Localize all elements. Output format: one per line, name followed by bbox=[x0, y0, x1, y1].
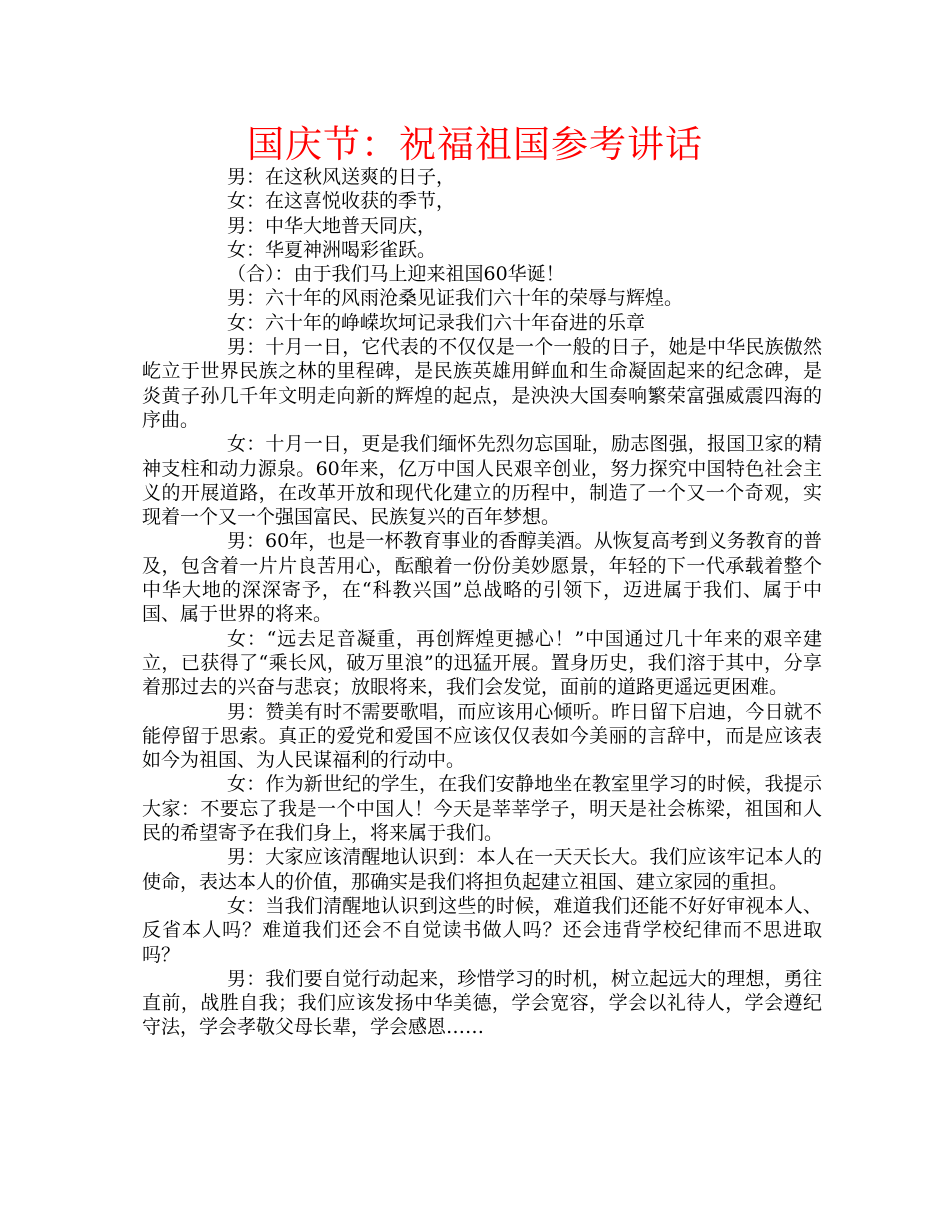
paragraph: 男：我们要自觉行动起来，珍惜学习的时机，树立起远大的理想，勇往直前，战胜自我；我们应该发扬中华美德，学会宽容，学会以礼待人，学会遵纪守法，学会孝敬父母长辈，学会感恩…… bbox=[142, 967, 822, 1039]
paragraph: 女：作为新世纪的学生，在我们安静地坐在教室里学习的时候，我提示大家：不要忘了我是一个中国人！今天是莘莘学子，明天是社会栋梁，祖国和人民的希望寄予在我们身上，将来属于我们。 bbox=[142, 773, 822, 845]
paragraph: 女：十月一日，更是我们缅怀先烈勿忘国耻，励志图强，报国卫家的精神支柱和动力源泉。60年来，亿万中国人民艰辛创业，努力探究中国特色社会主义的开展道路，在改革开放和现代化建立的历程中，制造了一个又一个奇观，实现着一个又一个强国富民、民族复兴的百年梦想。 bbox=[142, 433, 822, 529]
paragraph: 女：“远去足音凝重，再创辉煌更撼心！”中国通过几十年来的艰辛建立，已获得了“乘长风，破万里浪”的迅猛开展。置身历史，我们溶于其中，分享着那过去的兴奋与悲哀；放眼将来，我们会发觉，面前的道路更遥远更困难。 bbox=[142, 627, 822, 699]
paragraph: 男：在这秋风送爽的日子， bbox=[227, 166, 456, 188]
paragraph: 女：六十年的峥嵘坎坷记录我们六十年奋进的乐章 bbox=[227, 311, 646, 334]
paragraph: 女：当我们清醒地认识到这些的时候，难道我们还能不好好审视本人、反省本人吗？难道我们还会不自觉读书做人吗？还会违背学校纪律而不思进取吗？ bbox=[142, 894, 822, 966]
paragraph: 男：中华大地普天同庆， bbox=[227, 214, 437, 237]
paragraph: 女：在这喜悦收获的季节， bbox=[227, 190, 456, 213]
paragraph: 男：60年，也是一杯教育事业的香醇美酒。从恢复高考到义务教育的普及，包含着一片片良苦用心，酝酿着一份份美妙愿景，年轻的下一代承载着整个中华大地的深深寄予，在“科教兴国”总战略的引领下，迈进属于我们、属于中国、属于世界的将来。 bbox=[142, 530, 822, 626]
document-title: 国庆节：祝福祖国参考讲话 bbox=[247, 123, 703, 166]
document-body bbox=[142, 165, 822, 1040]
paragraph: （合）：由于我们马上迎来祖国60华诞！ bbox=[227, 263, 565, 286]
paragraph: 男：六十年的风雨沧桑见证我们六十年的荣辱与辉煌。 bbox=[227, 287, 684, 310]
paragraph: 男：十月一日，它代表的不仅仅是一个一般的日子，她是中华民族傲然屹立于世界民族之林的里程碑，是民族英雄用鲜血和生命凝固起来的纪念碑，是炎黄子孙几千年文明走向新的辉煌的起点，是泱泱大国奏响繁荣富强威震四海的序曲。 bbox=[142, 336, 822, 431]
paragraph: 男：大家应该清醒地认识到：本人在一天天长大。我们应该牢记本人的使命，表达本人的价值，那确实是我们将担负起建立祖国、建立家园的重担。 bbox=[142, 846, 822, 893]
paragraph: 男：赞美有时不需要歌唱，而应该用心倾听。昨日留下启迪，今日就不能停留于思索。真正的爱党和爱国不应该仅仅表如今美丽的言辞中，而是应该表如今为祖国、为人民谋福利的行动中。 bbox=[142, 700, 822, 772]
paragraph: 女：华夏神洲喝彩雀跃。 bbox=[227, 238, 437, 261]
